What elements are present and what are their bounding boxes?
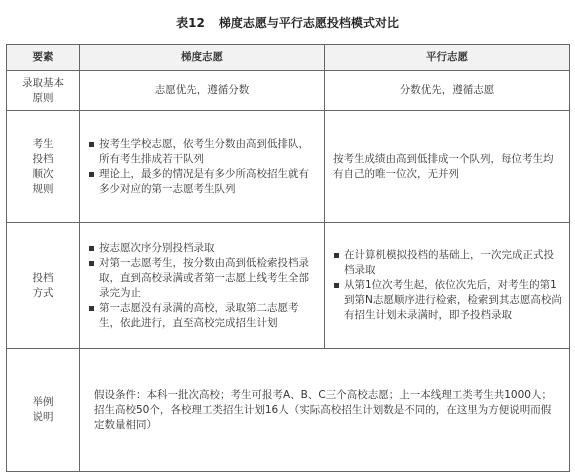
- header-gradient: 梯度志愿: [80, 45, 325, 71]
- bullet-list: [80, 137, 324, 197]
- parallel-filing-method: [325, 223, 570, 349]
- list-item: 第一志愿没有录满的高校，录取第二志愿考生，依此进行，直至高校完成招生计划: [88, 301, 318, 331]
- label-line: 顺次: [32, 167, 54, 180]
- example-description: [80, 349, 570, 472]
- row-label-example: [7, 349, 80, 472]
- list-item: 在计算机模拟投档的基础上，一次完成正式投档录取: [333, 248, 563, 278]
- bullet-list: [325, 248, 569, 323]
- label-line: 录取基本: [22, 76, 64, 89]
- list-item: 按考生学校志愿，依考生分数由高到低排队，所有考生排成若干队列: [88, 137, 318, 167]
- gradient-filing-method: [80, 223, 325, 349]
- gradient-admission-principle: 志愿优先，遵循分数: [80, 71, 325, 111]
- table-caption: [6, 0, 569, 44]
- label-line: 投档: [32, 152, 54, 165]
- table-number: 表12: [176, 16, 205, 30]
- row-label-ordering-rule: [7, 111, 80, 223]
- label-line: 举例: [32, 396, 54, 408]
- parallel-ordering-rule: [325, 111, 570, 223]
- header-factor: 要素: [7, 45, 80, 71]
- label-line: 说明: [32, 411, 54, 423]
- row-label-filing-method: [7, 223, 80, 349]
- list-item: 按志愿次序分别投档录取: [88, 241, 318, 256]
- table-row: [7, 71, 570, 111]
- header-parallel: 平行志愿: [325, 45, 570, 71]
- table-title: 梯度志愿与平行志愿投档模式对比: [218, 16, 399, 30]
- list-item: 从第1位次考生起，依位次先后，对考生的第1到第N志愿顺序进行检索，检索到其志愿高校尚有招生计划未录满时，即予投档录取: [333, 278, 563, 323]
- label-line: 方式: [32, 286, 54, 299]
- label-line: 原则: [32, 91, 54, 104]
- label-line: 考生: [32, 137, 54, 150]
- list-item: 理论上，最多的情况是有多少所高校招生就有多少对应的第一志愿考生队列: [88, 167, 318, 197]
- label-line: 投档: [32, 271, 54, 284]
- parallel-admission-principle: 分数优先，遵循志愿: [325, 71, 570, 111]
- header-row: [7, 45, 570, 71]
- table-row: [7, 111, 570, 223]
- paragraph: 假设条件：本科一批次高校；考生可报考A、B、C三个高校志愿；上一本线理工类考生共1000人；招生高校50个，各校理工类招生计划16人（实际高校招生计划数是不同的，在这里为方便说明而假定数量相同）: [94, 388, 552, 431]
- label-line: 规则: [32, 182, 54, 195]
- table-row: [7, 349, 570, 472]
- list-item: 对第一志愿考生，按分数由高到低检索投档录取，直到高校录满或者第一志愿上线考生全部录完为止: [88, 256, 318, 301]
- comparison-table: [6, 44, 570, 472]
- gradient-ordering-rule: [80, 111, 325, 223]
- paragraph: 按考生成绩由高到低排成一个队列，每位考生均有自己的唯一位次，无并列: [333, 152, 554, 180]
- row-label-admission-principle: [7, 71, 80, 111]
- table-row: [7, 223, 570, 349]
- bullet-list: [80, 241, 324, 331]
